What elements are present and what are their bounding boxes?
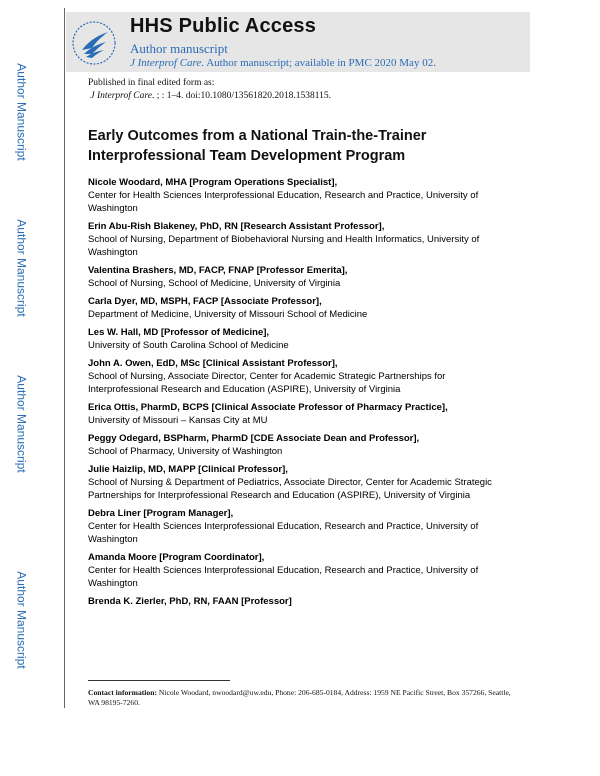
author-entry [88, 295, 518, 321]
author-affiliation: School of Nursing, School of Medicine, University of Virginia [88, 278, 341, 289]
author-affiliation: Center for Health Sciences Interprofessional Education, Research and Practice, University of Washington [88, 190, 479, 214]
margin-rule [64, 8, 65, 708]
author-affiliation: University of South Carolina School of Medicine [88, 340, 289, 351]
author-entry [88, 551, 518, 590]
author-affiliation: University of Missouri – Kansas City at MU [88, 415, 268, 426]
author-name: Julie Haizlip, MD, MAPP [Clinical Professor], [88, 464, 288, 475]
author-entry [88, 264, 518, 290]
author-name: Amanda Moore [Program Coordinator], [88, 552, 265, 563]
hhs-title: HHS Public Access [130, 15, 317, 37]
author-entry [88, 176, 518, 215]
author-name: Debra Liner [Program Manager], [88, 508, 234, 519]
author-affiliation: Center for Health Sciences Interprofessional Education, Research and Practice, University of Washington [88, 565, 479, 589]
author-entry [88, 595, 518, 608]
availability-line: J Interprof Care. Author manuscript; available in PMC 2020 May 02. [130, 57, 436, 69]
author-affiliation: School of Pharmacy, University of Washington [88, 446, 283, 457]
manuscript-label: Author manuscript [130, 41, 228, 56]
citation-line: J Interprof Care. ; : 1–4. doi:10.1080/13561820.2018.1538115. [90, 91, 332, 101]
published-label: Published in final edited form as: [88, 78, 215, 88]
article-title: Early Outcomes from a National Train-the-Trainer Interprofessional Team Development Program [88, 128, 427, 164]
author-affiliation: School of Nursing, Department of Biobehavioral Nursing and Health Informatics, University of Washington [88, 234, 480, 258]
author-name: Erica Ottis, PharmD, BCPS [Clinical Associate Professor of Pharmacy Practice], [88, 402, 448, 413]
author-entry [88, 326, 518, 352]
author-affiliation: School of Nursing, Associate Director, Center for Academic Strategic Partnerships for Interprofessional Research and Education (ASPIRE), University of Virginia [88, 371, 446, 395]
author-list [88, 176, 518, 613]
author-name: Erin Abu-Rish Blakeney, PhD, RN [Research Assistant Professor], [88, 221, 385, 232]
author-affiliation: Center for Health Sciences Interprofessional Education, Research and Practice, University of Washington [88, 521, 479, 545]
margin-label-1: Author Manuscript [15, 63, 30, 161]
author-entry [88, 220, 518, 259]
author-name: Nicole Woodard, MHA [Program Operations Specialist], [88, 177, 338, 188]
margin-label-3: Author Manuscript [15, 375, 30, 473]
author-affiliation: Department of Medicine, University of Missouri School of Medicine [88, 309, 368, 320]
author-entry [88, 463, 518, 502]
margin-label-4: Author Manuscript [15, 571, 30, 669]
author-name: Brenda K. Zierler, PhD, RN, FAAN [Professor] [88, 596, 292, 607]
author-name: John A. Owen, EdD, MSc [Clinical Assistant Professor], [88, 358, 338, 369]
author-name: Peggy Odegard, BSPharm, PharmD [CDE Associate Dean and Professor], [88, 433, 420, 444]
author-affiliation: School of Nursing & Department of Pediatrics, Associate Director, Center for Academic Strategic Partnerships for Interprofessional Research and Education (ASPIRE), University of Virginia [88, 477, 492, 501]
author-name: Carla Dyer, MD, MSPH, FACP [Associate Professor], [88, 296, 322, 307]
author-entry [88, 432, 518, 458]
author-entry [88, 401, 518, 427]
contact-information: Contact information: Nicole Woodard, nwoodard@uw.edu, Phone: 206-685-0184, Address: 1959 NE Pacific Street, Box 357266, Seattle, WA 98195-7260. [88, 688, 511, 707]
author-entry [88, 357, 518, 396]
hhs-eagle-icon [70, 20, 118, 66]
author-entry [88, 507, 518, 546]
footnote-rule [88, 680, 230, 681]
author-name: Valentina Brashers, MD, FACP, FNAP [Professor Emerita], [88, 265, 348, 276]
author-name: Les W. Hall, MD [Professor of Medicine], [88, 327, 270, 338]
margin-label-2: Author Manuscript [15, 219, 30, 317]
